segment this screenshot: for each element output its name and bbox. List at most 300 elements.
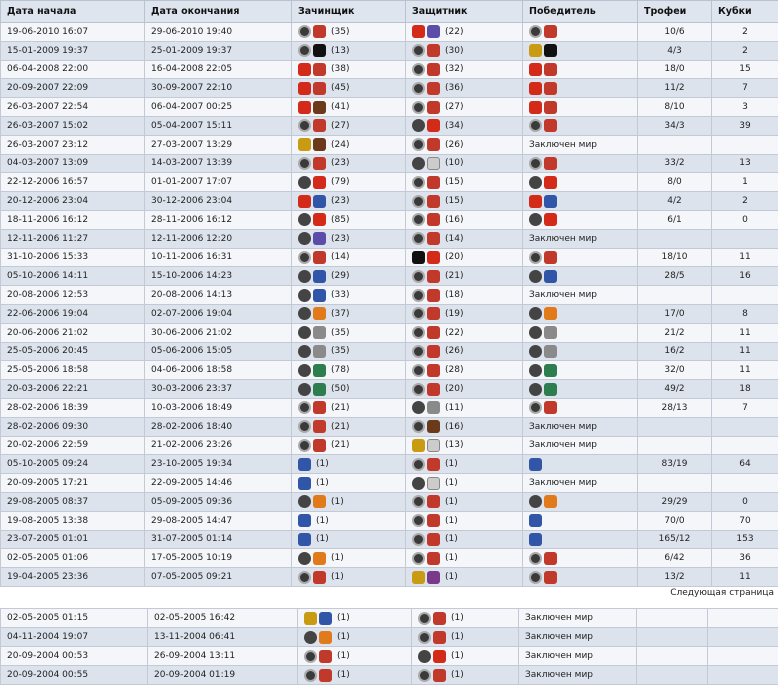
- trophies-cell: 28/13: [638, 398, 712, 417]
- gear-clan-icon[interactable]: [418, 612, 431, 625]
- scales-clan-icon[interactable]: [433, 612, 446, 625]
- gear-clan-icon[interactable]: [298, 401, 311, 414]
- def-member-count: (1): [445, 515, 458, 526]
- spiral-clan-icon[interactable]: [298, 345, 311, 358]
- att-member-count: (1): [331, 496, 344, 507]
- red-clan-icon[interactable]: [298, 195, 311, 208]
- skull-clan-icon[interactable]: [544, 345, 557, 358]
- start-date-cell: 22-06-2006 19:04: [1, 304, 145, 323]
- blue-clan-icon[interactable]: [544, 195, 557, 208]
- blue-clan-icon[interactable]: [298, 533, 311, 546]
- scales-clan-icon[interactable]: [433, 631, 446, 644]
- attacker-cell: [292, 530, 406, 549]
- brown-clan-icon[interactable]: [427, 420, 440, 433]
- table-row[interactable]: [1, 229, 778, 248]
- trophies-cell: 29/29: [638, 492, 712, 511]
- attacker-cell: [292, 98, 406, 117]
- col-start-date[interactable]: Дата начала: [1, 1, 145, 23]
- end-date-cell: 27-03-2007 13:29: [145, 135, 292, 154]
- gear-clan-icon[interactable]: [412, 420, 425, 433]
- skull-clan-icon[interactable]: [313, 326, 326, 339]
- spiral-clan-icon[interactable]: [298, 307, 311, 320]
- cups-cell: [712, 286, 778, 305]
- table-row[interactable]: [1, 192, 778, 211]
- att-member-count: (41): [331, 102, 350, 113]
- def-member-count: (32): [445, 64, 464, 75]
- cups-cell: [712, 417, 778, 436]
- att-member-count: (1): [337, 651, 350, 661]
- winner-cell: [523, 323, 638, 342]
- scales-clan-icon[interactable]: [313, 420, 326, 433]
- col-winner[interactable]: Победитель: [523, 1, 638, 23]
- red-clan-icon[interactable]: [313, 213, 326, 226]
- scales-clan-icon[interactable]: [313, 63, 326, 76]
- red-clan-icon[interactable]: [313, 176, 326, 189]
- end-date-cell: 07-05-2005 09:21: [145, 568, 292, 587]
- scales-clan-icon[interactable]: [313, 251, 326, 264]
- table-row[interactable]: [1, 267, 778, 286]
- gear-clan-icon[interactable]: [412, 495, 425, 508]
- trophies-cell: 8/0: [638, 173, 712, 192]
- sun-clan-icon[interactable]: [412, 439, 425, 452]
- winner-cell: [523, 455, 638, 474]
- table-row[interactable]: [1, 60, 778, 79]
- skull-clan-icon[interactable]: [313, 345, 326, 358]
- gear-clan-icon[interactable]: [529, 251, 542, 264]
- att-member-count: (23): [331, 196, 350, 207]
- defender-cell: [406, 511, 523, 530]
- green-clan-icon[interactable]: [544, 383, 557, 396]
- scales-clan-icon[interactable]: [427, 82, 440, 95]
- red-clan-icon[interactable]: [529, 195, 542, 208]
- table-row[interactable]: [1, 116, 778, 135]
- end-date-cell: 12-11-2006 12:20: [145, 229, 292, 248]
- def-member-count: (1): [445, 534, 458, 545]
- col-attacker[interactable]: Зачинщик: [292, 1, 406, 23]
- red-clan-icon[interactable]: [412, 25, 425, 38]
- scales-clan-icon[interactable]: [427, 213, 440, 226]
- scales-clan-icon[interactable]: [313, 401, 326, 414]
- cups-cell: 1: [712, 173, 778, 192]
- scales-clan-icon[interactable]: [427, 289, 440, 302]
- table-row[interactable]: [1, 549, 778, 568]
- att-member-count: (27): [331, 120, 350, 131]
- blue-clan-icon[interactable]: [529, 514, 542, 527]
- winner-cell: [519, 609, 637, 628]
- table-row[interactable]: [1, 417, 778, 436]
- gear-clan-icon[interactable]: [412, 383, 425, 396]
- scales-clan-icon[interactable]: [544, 552, 557, 565]
- table-row[interactable]: [1, 342, 778, 361]
- blue-clan-icon[interactable]: [313, 289, 326, 302]
- def-member-count: (16): [445, 421, 464, 432]
- orange-clan-icon[interactable]: [313, 552, 326, 565]
- gear-clan-icon[interactable]: [529, 401, 542, 414]
- gear-clan-icon[interactable]: [298, 571, 311, 584]
- col-cups[interactable]: Кубки: [712, 1, 778, 23]
- sun-clan-icon[interactable]: [304, 612, 317, 625]
- end-date-cell: 29-06-2010 19:40: [145, 23, 292, 42]
- start-date-cell: 29-08-2005 08:37: [1, 492, 145, 511]
- spiral-clan-icon[interactable]: [529, 364, 542, 377]
- gear-clan-icon[interactable]: [298, 251, 311, 264]
- table-row[interactable]: [1, 98, 778, 117]
- cups-cell: 11: [712, 342, 778, 361]
- gear-clan-icon[interactable]: [418, 631, 431, 644]
- table-row[interactable]: [1, 135, 778, 154]
- spiral-clan-icon[interactable]: [304, 631, 317, 644]
- gear-clan-icon[interactable]: [412, 101, 425, 114]
- orange-clan-icon[interactable]: [313, 495, 326, 508]
- table-row[interactable]: [1, 154, 778, 173]
- gear-clan-icon[interactable]: [412, 82, 425, 95]
- att-member-count: (23): [331, 233, 350, 244]
- skull-clan-icon[interactable]: [427, 401, 440, 414]
- red-clan-icon[interactable]: [427, 251, 440, 264]
- table-row[interactable]: [1, 173, 778, 192]
- blue-clan-icon[interactable]: [319, 612, 332, 625]
- spiral-clan-icon[interactable]: [298, 289, 311, 302]
- red-clan-icon[interactable]: [544, 176, 557, 189]
- cups-cell: [708, 609, 778, 628]
- def-member-count: (30): [445, 45, 464, 56]
- scales-clan-icon[interactable]: [427, 232, 440, 245]
- black-clan-icon[interactable]: [412, 251, 425, 264]
- winner-cell: [523, 530, 638, 549]
- gear-clan-icon[interactable]: [412, 289, 425, 302]
- red-clan-icon[interactable]: [298, 82, 311, 95]
- red-clan-icon[interactable]: [433, 650, 446, 663]
- winner-cell: [523, 474, 638, 493]
- end-date-cell: 13-11-2004 06:41: [148, 628, 298, 647]
- gear-clan-icon[interactable]: [298, 420, 311, 433]
- att-member-count: (1): [316, 459, 329, 470]
- gear-clan-icon[interactable]: [298, 25, 311, 38]
- winner-cell: [523, 210, 638, 229]
- scales-clan-icon[interactable]: [544, 63, 557, 76]
- winner-cell: [519, 628, 637, 647]
- end-date-cell: 15-10-2006 14:23: [145, 267, 292, 286]
- gear-clan-icon[interactable]: [412, 458, 425, 471]
- defender-cell: [406, 304, 523, 323]
- table-row[interactable]: [1, 323, 778, 342]
- gear-clan-icon[interactable]: [412, 533, 425, 546]
- scales-clan-icon[interactable]: [427, 514, 440, 527]
- scales-clan-icon[interactable]: [544, 82, 557, 95]
- red-clan-icon[interactable]: [529, 101, 542, 114]
- purple-clan-icon[interactable]: [427, 571, 440, 584]
- winner-cell: [523, 248, 638, 267]
- scales-clan-icon[interactable]: [544, 571, 557, 584]
- end-date-cell: 30-06-2006 21:02: [145, 323, 292, 342]
- col-defender[interactable]: Защитник: [406, 1, 523, 23]
- sun-clan-icon[interactable]: [412, 571, 425, 584]
- spiral-clan-icon[interactable]: [298, 495, 311, 508]
- gear-clan-icon[interactable]: [412, 364, 425, 377]
- flag-clan-icon[interactable]: [313, 232, 326, 245]
- spiral-clan-icon[interactable]: [298, 383, 311, 396]
- blue-clan-icon[interactable]: [313, 270, 326, 283]
- scales-clan-icon[interactable]: [427, 383, 440, 396]
- light-clan-icon[interactable]: [427, 439, 440, 452]
- attacker-cell: [292, 549, 406, 568]
- spiral-clan-icon[interactable]: [529, 383, 542, 396]
- spiral-clan-icon[interactable]: [529, 176, 542, 189]
- gear-clan-icon[interactable]: [298, 439, 311, 452]
- gear-clan-icon[interactable]: [412, 44, 425, 57]
- gear-clan-icon[interactable]: [412, 63, 425, 76]
- table-row[interactable]: [1, 530, 778, 549]
- trophies-cell: [637, 628, 708, 647]
- scales-clan-icon[interactable]: [544, 251, 557, 264]
- next-page-link[interactable]: Следующая страница: [670, 588, 774, 598]
- blue-clan-icon[interactable]: [529, 533, 542, 546]
- gear-clan-icon[interactable]: [412, 270, 425, 283]
- gear-clan-icon[interactable]: [298, 119, 311, 132]
- gear-clan-icon[interactable]: [304, 650, 317, 663]
- attacker-cell: [292, 286, 406, 305]
- table-row[interactable]: [1, 568, 778, 587]
- blue-clan-icon[interactable]: [529, 458, 542, 471]
- gear-clan-icon[interactable]: [418, 669, 431, 682]
- scales-clan-icon[interactable]: [427, 345, 440, 358]
- scales-clan-icon[interactable]: [427, 101, 440, 114]
- table-row[interactable]: [1, 474, 778, 493]
- blue-clan-icon[interactable]: [298, 458, 311, 471]
- red-clan-icon[interactable]: [427, 119, 440, 132]
- table-row[interactable]: [1, 511, 778, 530]
- green-clan-icon[interactable]: [313, 364, 326, 377]
- scales-clan-icon[interactable]: [313, 82, 326, 95]
- table-row[interactable]: [1, 492, 778, 511]
- def-member-count: (22): [445, 26, 464, 37]
- light-clan-icon[interactable]: [427, 157, 440, 170]
- scales-clan-icon[interactable]: [427, 63, 440, 76]
- scales-clan-icon[interactable]: [427, 195, 440, 208]
- spiral-clan-icon[interactable]: [412, 157, 425, 170]
- table-row[interactable]: [1, 210, 778, 229]
- defender-cell: [406, 530, 523, 549]
- scales-clan-icon[interactable]: [313, 439, 326, 452]
- trophies-cell: 10/6: [638, 23, 712, 42]
- trophies-cell: [637, 666, 708, 685]
- spiral-clan-icon[interactable]: [298, 326, 311, 339]
- trophies-cell: 6/1: [638, 210, 712, 229]
- spiral-clan-icon[interactable]: [529, 213, 542, 226]
- gear-clan-icon[interactable]: [412, 138, 425, 151]
- table-row[interactable]: [1, 248, 778, 267]
- def-member-count: (15): [445, 196, 464, 207]
- attacker-cell: [292, 41, 406, 60]
- trophies-cell: [638, 474, 712, 493]
- gear-clan-icon[interactable]: [304, 669, 317, 682]
- red-clan-icon[interactable]: [529, 82, 542, 95]
- spiral-clan-icon[interactable]: [412, 477, 425, 490]
- spiral-clan-icon[interactable]: [298, 232, 311, 245]
- black-clan-icon[interactable]: [313, 44, 326, 57]
- trophies-cell: 11/2: [638, 79, 712, 98]
- spiral-clan-icon[interactable]: [298, 364, 311, 377]
- spiral-clan-icon[interactable]: [412, 401, 425, 414]
- winner-cell: [523, 23, 638, 42]
- scales-clan-icon[interactable]: [544, 25, 557, 38]
- start-date-cell: 20-09-2004 00:53: [1, 647, 148, 666]
- defender-cell: [406, 229, 523, 248]
- gear-clan-icon[interactable]: [412, 213, 425, 226]
- def-member-count: (1): [445, 572, 458, 582]
- scales-clan-icon[interactable]: [544, 101, 557, 114]
- table-row[interactable]: [1, 41, 778, 60]
- blue-clan-icon[interactable]: [298, 514, 311, 527]
- blue-clan-icon[interactable]: [298, 477, 311, 490]
- light-clan-icon[interactable]: [427, 477, 440, 490]
- table-row[interactable]: [1, 628, 778, 647]
- start-date-cell: 18-11-2006 16:12: [1, 210, 145, 229]
- spiral-clan-icon[interactable]: [298, 552, 311, 565]
- table-row[interactable]: [1, 380, 778, 399]
- gear-clan-icon[interactable]: [529, 25, 542, 38]
- table-row[interactable]: [1, 361, 778, 380]
- spiral-clan-icon[interactable]: [298, 176, 311, 189]
- col-trophies[interactable]: Трофеи: [638, 1, 712, 23]
- scales-clan-icon[interactable]: [319, 650, 332, 663]
- scales-clan-icon[interactable]: [427, 458, 440, 471]
- peace-status-text: Заключен мир: [529, 290, 598, 301]
- gear-clan-icon[interactable]: [412, 176, 425, 189]
- orange-clan-icon[interactable]: [313, 307, 326, 320]
- att-member-count: (35): [331, 26, 350, 37]
- trophies-cell: [637, 647, 708, 666]
- scales-clan-icon[interactable]: [427, 533, 440, 546]
- spiral-clan-icon[interactable]: [418, 650, 431, 663]
- gear-clan-icon[interactable]: [529, 571, 542, 584]
- red-clan-icon[interactable]: [298, 101, 311, 114]
- peace-status-text: Заключен мир: [525, 632, 594, 642]
- spiral-clan-icon[interactable]: [529, 307, 542, 320]
- green-clan-icon[interactable]: [544, 364, 557, 377]
- sun-clan-icon[interactable]: [298, 138, 311, 151]
- attacker-cell: [292, 304, 406, 323]
- scales-clan-icon[interactable]: [313, 25, 326, 38]
- gear-clan-icon[interactable]: [412, 345, 425, 358]
- winner-cell: [523, 98, 638, 117]
- scales-clan-icon[interactable]: [433, 669, 446, 682]
- start-date-cell: 20-03-2006 22:21: [1, 380, 145, 399]
- scales-clan-icon[interactable]: [427, 364, 440, 377]
- spiral-clan-icon[interactable]: [298, 270, 311, 283]
- table-row[interactable]: [1, 455, 778, 474]
- orange-clan-icon[interactable]: [544, 307, 557, 320]
- spiral-clan-icon[interactable]: [529, 495, 542, 508]
- gear-clan-icon[interactable]: [298, 157, 311, 170]
- gear-clan-icon[interactable]: [412, 514, 425, 527]
- end-date-cell: 31-07-2005 01:14: [145, 530, 292, 549]
- def-member-count: (1): [445, 553, 458, 564]
- scales-clan-icon[interactable]: [544, 401, 557, 414]
- flag-clan-icon[interactable]: [427, 25, 440, 38]
- table-row[interactable]: [1, 286, 778, 305]
- gear-clan-icon[interactable]: [529, 552, 542, 565]
- table-row[interactable]: [1, 304, 778, 323]
- gear-clan-icon[interactable]: [412, 195, 425, 208]
- scales-clan-icon[interactable]: [313, 571, 326, 584]
- gear-clan-icon[interactable]: [412, 307, 425, 320]
- table-row[interactable]: [1, 666, 778, 685]
- peace-status-text: Заключен мир: [529, 139, 598, 150]
- orange-clan-icon[interactable]: [319, 631, 332, 644]
- red-clan-icon[interactable]: [298, 63, 311, 76]
- scales-clan-icon[interactable]: [427, 270, 440, 283]
- gear-clan-icon[interactable]: [529, 157, 542, 170]
- red-clan-icon[interactable]: [529, 63, 542, 76]
- black-clan-icon[interactable]: [544, 44, 557, 57]
- scales-clan-icon[interactable]: [544, 119, 557, 132]
- table-row[interactable]: [1, 647, 778, 666]
- gear-clan-icon[interactable]: [412, 326, 425, 339]
- scales-clan-icon[interactable]: [427, 495, 440, 508]
- skull-clan-icon[interactable]: [544, 326, 557, 339]
- scales-clan-icon[interactable]: [427, 138, 440, 151]
- blue-clan-icon[interactable]: [313, 195, 326, 208]
- gear-clan-icon[interactable]: [298, 44, 311, 57]
- scales-clan-icon[interactable]: [544, 157, 557, 170]
- scales-clan-icon[interactable]: [313, 157, 326, 170]
- brown-clan-icon[interactable]: [313, 138, 326, 151]
- spiral-clan-icon[interactable]: [529, 326, 542, 339]
- start-date-cell: 25-05-2006 20:45: [1, 342, 145, 361]
- scales-clan-icon[interactable]: [319, 669, 332, 682]
- table-row[interactable]: [1, 609, 778, 628]
- sun-clan-icon[interactable]: [529, 44, 542, 57]
- gear-clan-icon[interactable]: [412, 232, 425, 245]
- table-row[interactable]: [1, 436, 778, 455]
- spiral-clan-icon[interactable]: [298, 213, 311, 226]
- def-member-count: (26): [445, 139, 464, 150]
- attacker-cell: [292, 568, 406, 587]
- col-end-date[interactable]: Дата окончания: [145, 1, 292, 23]
- red-clan-icon[interactable]: [544, 213, 557, 226]
- scales-clan-icon[interactable]: [427, 307, 440, 320]
- att-member-count: (21): [331, 421, 350, 432]
- scales-clan-icon[interactable]: [427, 552, 440, 565]
- orange-clan-icon[interactable]: [544, 495, 557, 508]
- table-row[interactable]: [1, 23, 778, 42]
- spiral-clan-icon[interactable]: [529, 345, 542, 358]
- green-clan-icon[interactable]: [313, 383, 326, 396]
- blue-clan-icon[interactable]: [544, 270, 557, 283]
- defender-cell: [406, 248, 523, 267]
- cups-cell: [708, 647, 778, 666]
- scales-clan-icon[interactable]: [427, 44, 440, 57]
- trophies-cell: 4/2: [638, 192, 712, 211]
- end-date-cell: 14-03-2007 13:39: [145, 154, 292, 173]
- end-date-cell: 25-01-2009 19:37: [145, 41, 292, 60]
- scales-clan-icon[interactable]: [427, 326, 440, 339]
- gear-clan-icon[interactable]: [529, 119, 542, 132]
- end-date-cell: 21-02-2006 23:26: [145, 436, 292, 455]
- table-row[interactable]: [1, 398, 778, 417]
- gear-clan-icon[interactable]: [412, 552, 425, 565]
- att-member-count: (45): [331, 83, 350, 94]
- attacker-cell: [292, 455, 406, 474]
- scales-clan-icon[interactable]: [313, 119, 326, 132]
- spiral-clan-icon[interactable]: [529, 270, 542, 283]
- scales-clan-icon[interactable]: [427, 176, 440, 189]
- table-row[interactable]: [1, 79, 778, 98]
- spiral-clan-icon[interactable]: [412, 119, 425, 132]
- attacker-cell: [292, 135, 406, 154]
- brown-clan-icon[interactable]: [313, 101, 326, 114]
